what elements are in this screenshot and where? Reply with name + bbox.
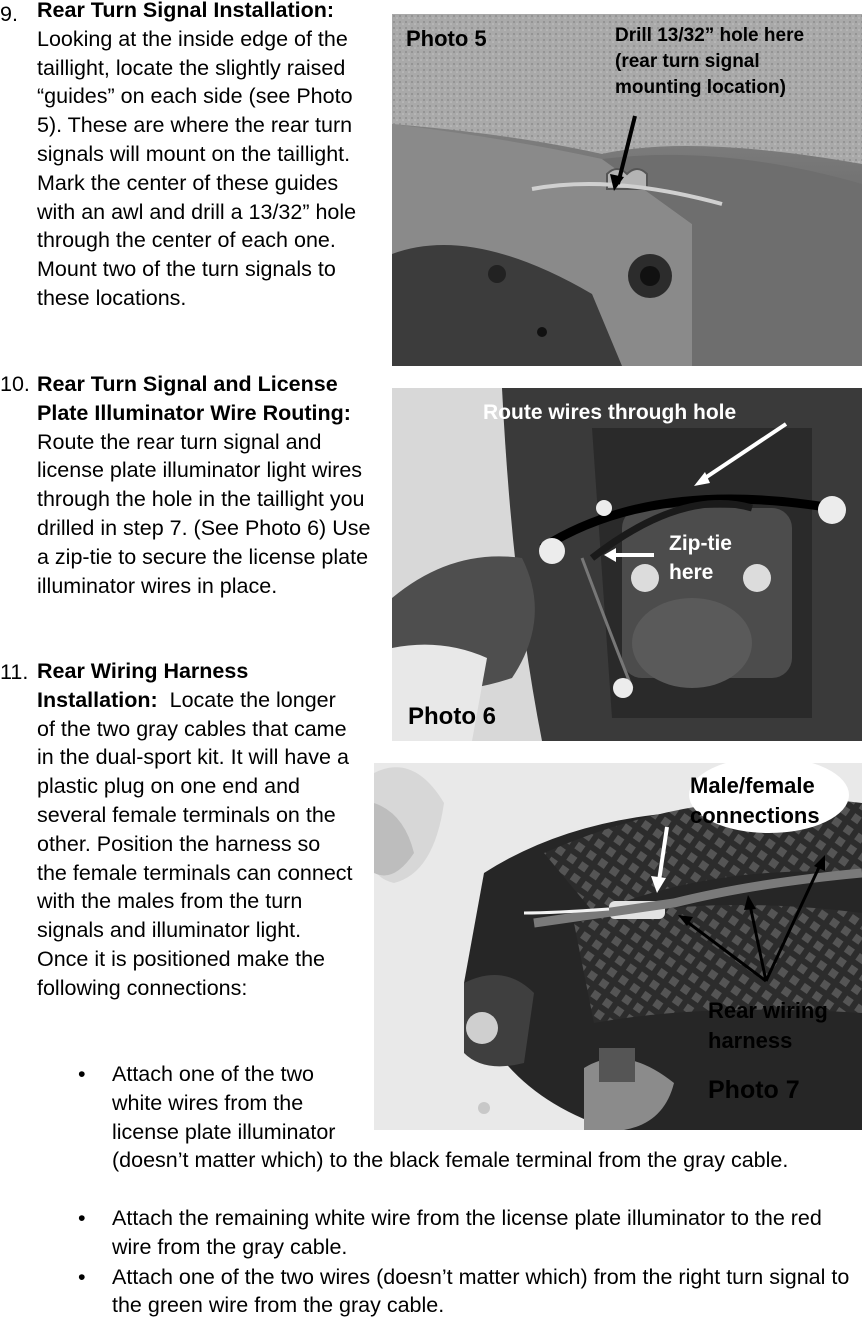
step-number: 9. [0,2,18,26]
callout-line: Male/female [690,773,815,798]
callout-line: connections [690,803,820,828]
photo-title: Photo 6 [408,703,496,730]
connection-list [0,1060,862,1175]
callout-line: harness [708,1028,793,1053]
step-body: Looking at the inside edge of the taillight, locate the slightly raised “guides” on each side (see Photo 5). These are where the rear turn signals will mount on the taillight. Mark the center of these guides with an awl and drill a 13/32” hole through the center of each one. Mount two of the turn signals to these locations. [37,26,357,310]
photo-5 [392,14,862,366]
bullet-text [112,1060,860,1175]
bullet-icon: • [78,1206,86,1230]
step-title: Rear Turn Signal and License Plate Illuminator Wire Routing: [37,372,351,425]
photo-6 [392,388,862,741]
step-title: Rear Wiring Harness Installation: [37,659,249,712]
step-text [37,370,377,600]
step-title: Rear Turn Signal Installation: [37,0,335,22]
photo-6-image [392,388,862,741]
bullet-icon: • [78,1062,86,1086]
list-item [0,1060,862,1175]
callout-line: mounting location) [615,77,786,98]
step-number: 10. [0,372,30,396]
step-body: Route the rear turn signal and license plate illuminator light wires through the hole in the taillight you drilled in step 7. (See Photo 6) Use a zip-tie to secure the license plate illuminator wires in place. [37,429,371,598]
callout-label: Route wires through hole [483,401,737,424]
callout-line: Zip-tie [669,532,732,555]
photo-title: Photo 7 [708,1076,800,1104]
step-text [37,657,355,1003]
bullet-text: Attach one of the two wires (doesn’t matter which) from the right turn signal to the green wire from the gray cable. [112,1264,850,1318]
photo-5-image [392,14,862,366]
list-item [0,1263,862,1321]
list-item [0,1204,862,1262]
callout-line: here [669,561,714,584]
callout-line: Drill 13/32” hole here [615,25,805,46]
connection-list-cont [0,1204,862,1320]
callout-line: (rear turn signal [615,51,760,72]
bullet-text-content: Attach one of the two white wires from the license plate illuminator (doesn’t matter which) to the black female terminal from the gray cable. [112,1062,789,1173]
step-body: Locate the longer of the two gray cables that came in the dual-sport kit. It will have a plastic plug on one end and several female terminals on the other. Position the harness so the female terminals can connect with the males from the turn signals and illuminator light. Once it is positioned make the following connections: [37,687,353,1000]
step-number: 11. [0,660,29,684]
bullet-text: Attach the remaining white wire from the license plate illuminator to the red wire from the gray cable. [112,1206,822,1259]
photo-title: Photo 5 [406,26,487,51]
step-text [37,0,377,313]
bullet-icon: • [78,1264,86,1289]
callout-line: Rear wiring [708,998,828,1023]
